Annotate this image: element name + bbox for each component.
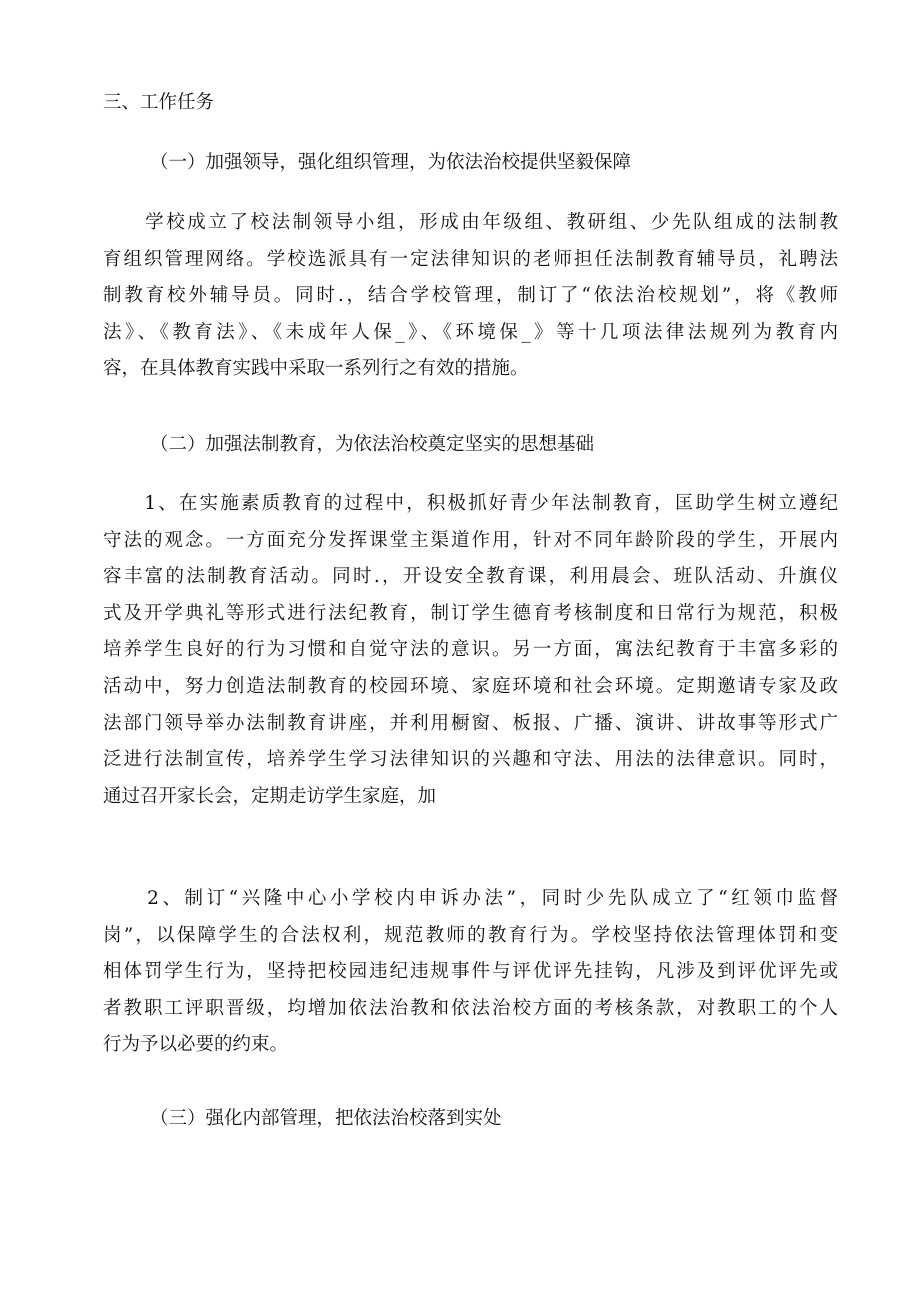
paragraph-line: 泛进行法制宣传，培养学生学习法律知识的兴趣和守法、用法的法律意识。同时， (103, 749, 838, 771)
subheading-1: （一）加强领导，强化组织管理，为依法治校提供坚毅保障 (150, 152, 632, 173)
paragraph-1 (103, 205, 838, 388)
paragraph-line: 1、在实施素质教育的过程中，积极抓好青少年法制教育，匡助学生树立遵纪 (103, 493, 838, 514)
paragraph-line: 岗”，以保障学生的合法权利，规范教师的教育行为。学校坚持依法管理体罚和变 (103, 924, 838, 946)
paragraph-line: 行为予以必要的约束。 (103, 1034, 289, 1056)
paragraph-line: 法》、《教育法》、《未成年人保_》、《环境保_》等十几项法律法规列为教育内 (103, 321, 838, 343)
paragraph-line: 活动中，努力创造法制教育的校园环境、家庭环境和社会环境。定期邀请专家及政 (103, 675, 838, 697)
paragraph-line: 者教职工评职晋级，均增加依法治教和依法治校方面的考核条款，对教职工的个人 (103, 997, 838, 1019)
paragraph-line: 制教育校外辅导员。同时.，结合学校管理，制订了“依法治校规划”，将《教师 (103, 285, 838, 307)
paragraph-line: 通过召开家长会，定期走访学生家庭，加 (103, 785, 437, 807)
subheading-2: （二）加强法制教育，为依法治校奠定坚实的思想基础 (150, 434, 595, 455)
paragraph-line: 容丰富的法制教育活动。同时.，开设安全教育课，利用晨会、班队活动、升旗仪 (103, 566, 838, 588)
paragraph-2 (103, 486, 838, 815)
paragraph-line: 法部门领导举办法制教育讲座，并利用橱窗、板报、广播、演讲、讲故事等形式广 (103, 712, 838, 734)
subheading-3: （三）强化内部管理，把依法治校落到实处 (150, 1108, 502, 1129)
paragraph-line: 容，在具体教育实践中采取一系列行之有效的措施。 (103, 358, 529, 380)
section-heading: 三、工作任务 (103, 92, 215, 113)
paragraph-line: 2、制订“兴隆中心小学校内申诉办法”，同时少先队成立了“红领巾监督 (103, 888, 838, 909)
paragraph-line: 式及开学典礼等形式进行法纪教育，制订学生德育考核制度和日常行为规范，积极 (103, 602, 838, 624)
paragraph-line: 相体罚学生行为，坚持把校园违纪违规事件与评优评先挂钩，凡涉及到评优评先或 (103, 961, 838, 983)
paragraph-line: 学校成立了校法制领导小组，形成由年级组、教研组、少先队组成的法制教 (103, 212, 838, 233)
paragraph-line: 育组织管理网络。学校选派具有一定法律知识的老师担任法制教育辅导员，礼聘法 (103, 248, 838, 270)
paragraph-3 (103, 881, 838, 1064)
paragraph-line: 培养学生良好的行为习惯和自觉守法的意识。另一方面，寓法纪教育于丰富多彩的 (103, 639, 838, 661)
paragraph-line: 守法的观念。一方面充分发挥课堂主渠道作用，针对不同年龄阶段的学生，开展内 (103, 529, 838, 551)
